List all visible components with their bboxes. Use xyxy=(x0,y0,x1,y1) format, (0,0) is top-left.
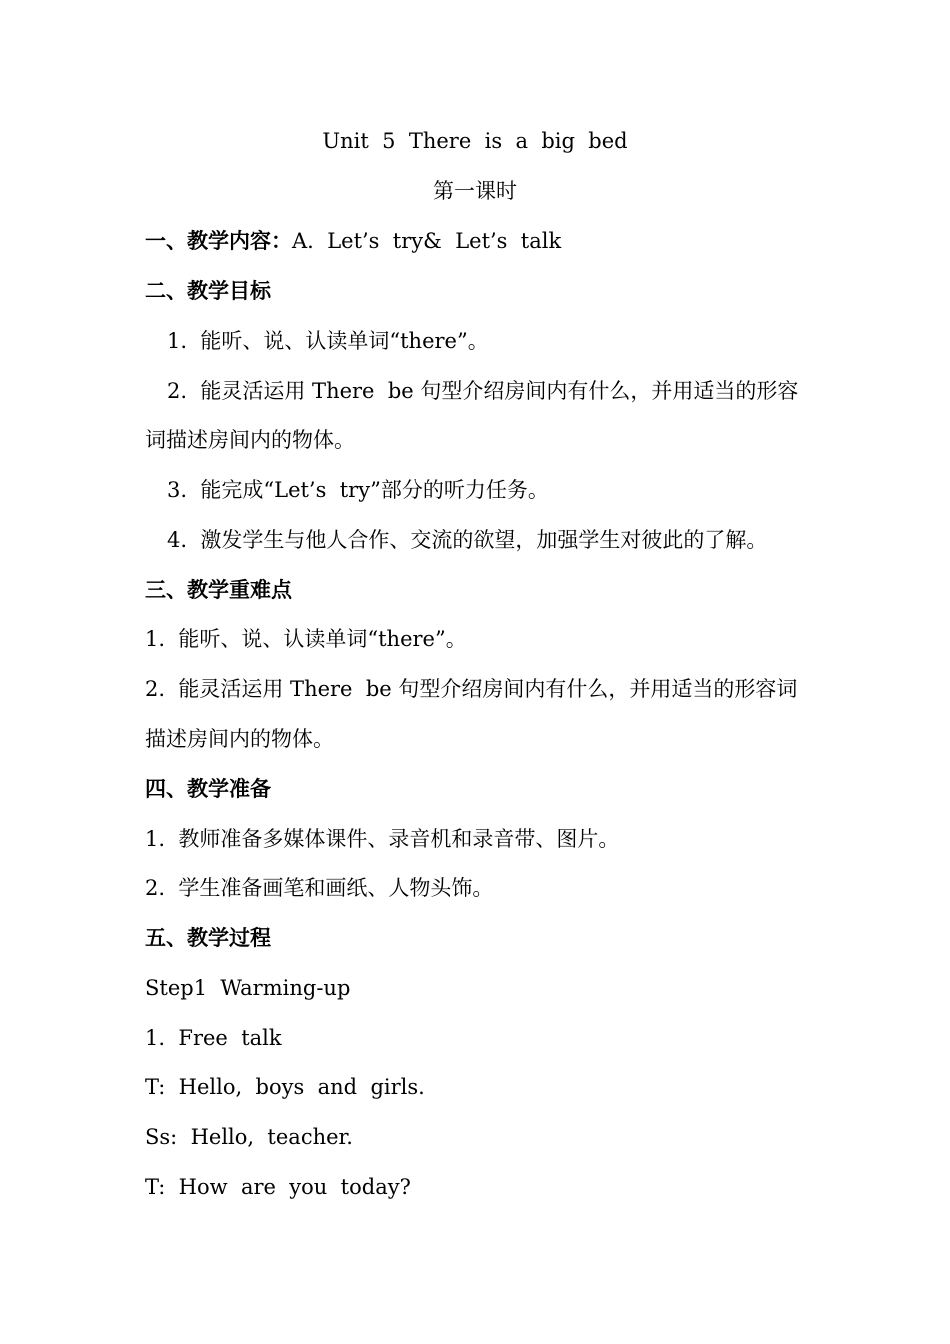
list-item: 1. 教师准备多媒体课件、录音机和录音带、图片。 xyxy=(145,827,620,851)
document-title: Unit 5 There is a big bed xyxy=(322,129,628,153)
list-item: T: How are you today? xyxy=(145,1175,411,1199)
section-heading: 五、教学过程 xyxy=(145,925,271,950)
section-teaching-content xyxy=(145,227,825,255)
list-item: 词描述房间内的物体。 xyxy=(145,428,355,452)
list-item: 1. 能听、说、认读单词“there”。 xyxy=(167,329,489,353)
list-item: 1. 能听、说、认读单词“there”。 xyxy=(145,627,467,651)
list-item: T: Hello, boys and girls. xyxy=(145,1075,425,1099)
list-item: 2. 能灵活运用 There be 句型介绍房间内有什么，并用适当的形容 xyxy=(167,379,799,403)
list-item: 2. 能灵活运用 There be 句型介绍房间内有什么，并用适当的形容词 xyxy=(145,677,798,701)
section-heading: 四、教学准备 xyxy=(145,776,271,801)
section-heading: 三、教学重难点 xyxy=(145,577,292,602)
document-subtitle: 第一课时 xyxy=(433,179,517,203)
list-item: 1. Free talk xyxy=(145,1026,282,1050)
list-item: 3. 能完成“Let’s try”部分的听力任务。 xyxy=(167,478,549,502)
section-heading: 二、教学目标 xyxy=(145,278,271,303)
list-item: Step1 Warming-up xyxy=(145,976,351,1000)
list-item: 描述房间内的物体。 xyxy=(145,727,334,751)
section-heading: 一、教学内容： xyxy=(145,228,292,253)
list-item: 4. 激发学生与他人合作、交流的欲望，加强学生对彼此的了解。 xyxy=(167,528,768,552)
list-item: Ss: Hello, teacher. xyxy=(145,1125,353,1149)
section-content: A. Let’s try& Let’s talk xyxy=(292,229,562,253)
list-item: 2. 学生准备画笔和画纸、人物头饰。 xyxy=(145,876,494,900)
